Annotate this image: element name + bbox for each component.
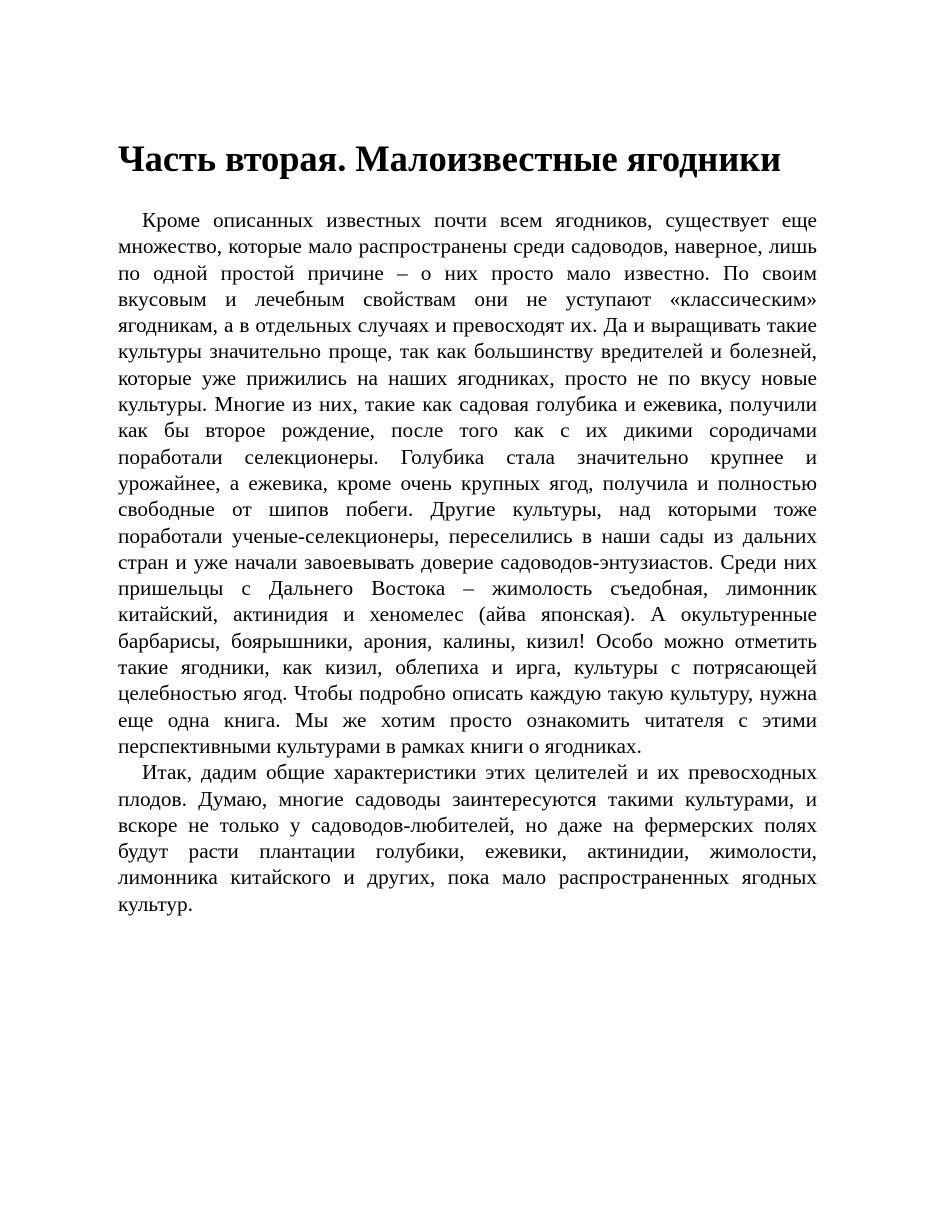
body-text [118,207,817,917]
paragraph-2: Итак, дадим общие характеристики этих целителей и их превосходных плодов. Думаю, многие садоводы заинтересуются такими культурами, и вскоре не только у садоводов-любителей, но даже на фермерских полях будут расти плантации голубики, ежевики, актинидии, жимолости, лимонника китайского и других, пока мало распространенных ягодных культур. [118,760,817,916]
paragraph-1: Кроме описанных известных почти всем ягодников, существует еще множество, которые мало распространены среди садоводов, наверное, лишь по одной простой причине – о них просто мало известно. По своим вкусовым и лечебным свойствам они не уступают «классическим» ягодникам, а в отдельных случаях и превосходят их. Да и выращивать такие культуры значительно проще, так как большинству вредителей и болезней, которые уже прижились на наших ягодниках, просто не по вкусу новые культуры. Многие из них, такие как садовая голубика и ежевика, получили как бы второе рождение, после того как с их дикими сородичами поработали селекционеры. Голубика стала значительно крупнее и урожайнее, а ежевика, кроме очень крупных ягод, получила и полностью свободные от шипов побеги. Другие культуры, над которыми тоже поработали ученые-селекционеры, переселились в наши сады из дальних стран и уже начали завоевывать доверие садоводов-энтузиастов. Среди них пришельцы с Дальнего Востока – жимолость съедобная, лимонник китайский, актинидия и хеномелес (айва японская). А окультуренные барбарисы, боярышники, арония, калины, кизил! Особо можно отметить такие ягодники, как кизил, облепиха и ирга, культуры с потрясающей целебностью ягод. Чтобы подробно описать каждую такую культуру, нужна еще одна книга. Мы же хотим просто ознакомить читателя с этими перспективными культурами в рамках книги о ягодниках. [118,208,817,758]
chapter-title: Часть вторая. Малоизвестные ягодники [118,138,782,179]
